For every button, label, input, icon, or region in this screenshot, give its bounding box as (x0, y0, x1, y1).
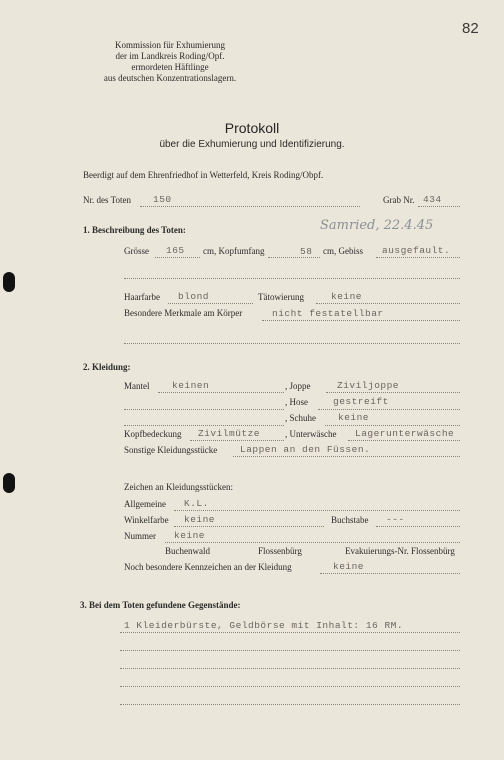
burial-line: Beerdigt auf dem Ehrenfriedhof in Wetterfeld, Kreis Roding/Obpf. (83, 170, 324, 180)
dead-number-label: Nr. des Toten (83, 195, 131, 205)
headwear-line (190, 440, 284, 441)
size-value: 165 (166, 245, 185, 256)
general-value: K.L. (184, 498, 209, 509)
found-items-line-1 (120, 632, 460, 633)
number-line (165, 542, 460, 543)
other-clothes-line (233, 456, 460, 457)
punch-hole-bottom (3, 473, 15, 493)
number-value: keine (174, 530, 206, 541)
punch-hole-top (3, 272, 15, 292)
camp-buchenwald: Buchenwald (165, 546, 210, 556)
teeth-value: ausgefault. (382, 245, 451, 256)
dead-number-line (140, 206, 360, 207)
special-marks-line (320, 573, 460, 574)
section-2-heading: 2. Kleidung: (83, 362, 131, 372)
clothing-marks-heading: Zeichen an Kleidungsstücken: (124, 482, 233, 492)
found-items-line-4 (120, 686, 460, 687)
jacket-label: , Joppe (285, 381, 311, 391)
shoes-value: keine (338, 412, 370, 423)
headwear-value: Zivilmütze (198, 428, 261, 439)
size-label: Grösse (124, 246, 149, 256)
hair-value: blond (178, 291, 210, 302)
angle-color-line (174, 526, 324, 527)
trousers-label: , Hose (285, 397, 308, 407)
number-label: Nummer (124, 531, 156, 541)
dead-number-value: 150 (153, 194, 172, 205)
document-title: Protokoll (224, 120, 280, 136)
shoes-pre-line (124, 425, 284, 426)
hair-label: Haarfarbe (124, 292, 160, 302)
page-number: 82 (462, 20, 479, 37)
found-items-line-3 (120, 668, 460, 669)
section-1-heading: 1. Beschreibung des Toten: (83, 225, 186, 235)
jacket-line (326, 392, 460, 393)
shoes-line (325, 425, 460, 426)
body-marks-value: nicht festatellbar (272, 308, 384, 319)
grave-number-label: Grab Nr. (383, 195, 415, 205)
body-marks-line (262, 320, 460, 321)
camp-flossenbuerg: Flossenbürg (258, 546, 302, 556)
commission-line-4: aus deutschen Konzentrationslagern. (103, 73, 237, 83)
tattoo-value: keine (331, 291, 363, 302)
found-items-line-2 (120, 650, 460, 651)
trousers-pre-line (124, 409, 284, 410)
coat-line (158, 392, 284, 393)
general-label: Allgemeine (124, 499, 166, 509)
blank-line-2 (124, 343, 460, 344)
grave-number-line (418, 206, 460, 207)
special-marks-label: Noch besondere Kennzeichen an der Kleidung (124, 562, 292, 572)
head-circ-line (268, 257, 320, 258)
hair-line (168, 303, 253, 304)
shoes-label: , Schuhe (285, 413, 316, 423)
coat-value: keinen (172, 380, 210, 391)
grave-number-value: 434 (423, 194, 442, 205)
angle-color-label: Winkelfarbe (124, 515, 169, 525)
other-clothes-label: Sonstige Kleidungsstücke (124, 445, 218, 455)
camp-evacuation: Evakuierungs-Nr. Flossenbürg (345, 546, 455, 556)
blank-line-1 (124, 278, 460, 279)
underwear-line (348, 440, 460, 441)
tattoo-label: Tätowierung (258, 292, 304, 302)
teeth-line (376, 257, 460, 258)
size-line (155, 257, 200, 258)
other-clothes-value: Lappen an den Füssen. (240, 444, 371, 455)
underwear-value: Lagerunterwäsche (355, 428, 455, 439)
headwear-label: Kopfbedeckung (124, 429, 182, 439)
letter-value: --- (386, 514, 405, 525)
found-items-line-5 (120, 704, 460, 705)
section-3-heading: 3. Bei dem Toten gefundene Gegenstände: (80, 600, 241, 610)
teeth-label: cm, Gebiss (323, 246, 363, 256)
trousers-line (318, 409, 460, 410)
underwear-label: , Unterwäsche (285, 429, 337, 439)
document-subtitle: über die Exhumierung und Identifizierung. (159, 139, 345, 150)
trousers-value: gestreift (333, 396, 389, 407)
commission-line-3: ermordeten Häftlinge (131, 62, 209, 72)
angle-color-value: keine (184, 514, 216, 525)
letter-label: Buchstabe (331, 515, 369, 525)
commission-line-1: Kommission für Exhumierung (115, 40, 225, 50)
special-marks-value: keine (333, 561, 365, 572)
handwritten-note: Samried, 22.4.45 (320, 218, 434, 233)
body-marks-label: Besondere Merkmale am Körper (124, 308, 243, 318)
found-items-value: 1 Kleiderbürste, Geldbörse mit Inhalt: 16 RM. (124, 620, 404, 631)
tattoo-line (316, 303, 460, 304)
head-circ-value: 58 (300, 246, 313, 257)
jacket-value: Ziviljoppe (337, 380, 400, 391)
coat-label: Mantel (124, 381, 150, 391)
commission-line-2: der im Landkreis Roding/Opf. (115, 51, 225, 61)
commission-header (80, 40, 260, 84)
head-circ-label: cm, Kopfumfang (203, 246, 265, 256)
general-line (174, 510, 460, 511)
letter-line (376, 526, 460, 527)
